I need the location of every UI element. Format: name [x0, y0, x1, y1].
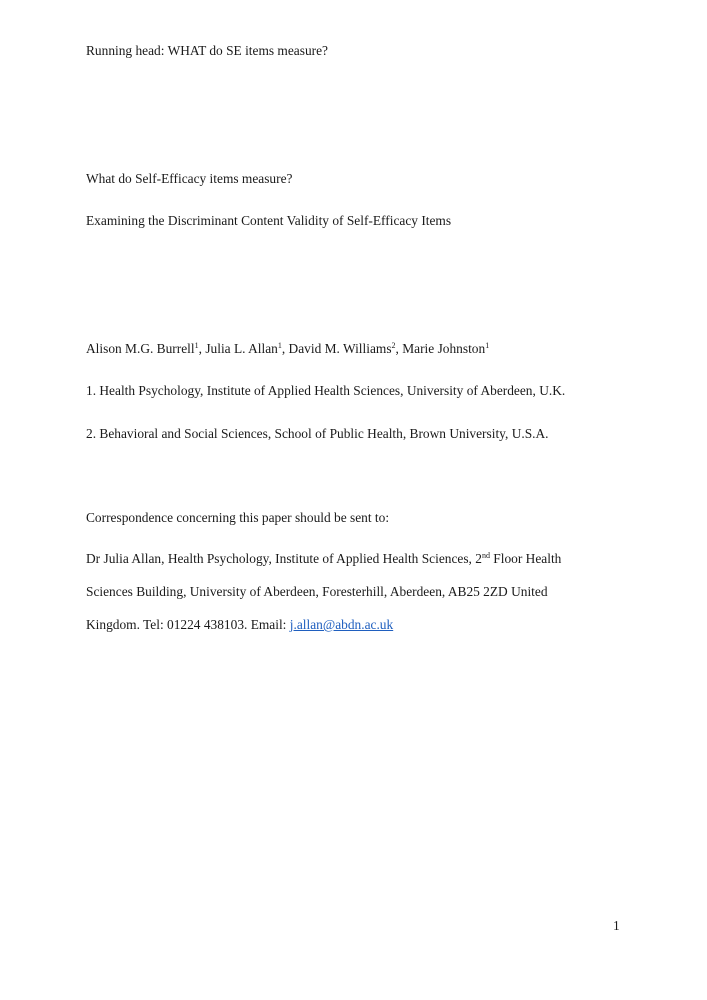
ordinal-suffix: nd	[481, 551, 490, 560]
correspondence-text: Dr Julia Allan, Health Psychology, Institute of Applied Health Sciences, 2	[86, 551, 482, 566]
affiliation-line: 2. Behavioral and Social Sciences, School of Public Health, Brown University, U.S.A.	[86, 426, 549, 441]
author-affiliation-mark: 1	[277, 341, 282, 350]
author-name: Marie Johnston	[402, 341, 486, 356]
correspondence-address-line	[86, 552, 561, 565]
correspondence-contact-line	[86, 618, 393, 631]
author-separator: ,	[395, 341, 403, 356]
author-name: David M. Williams	[288, 341, 392, 356]
correspondence-heading: Correspondence concerning this paper should be sent to:	[86, 510, 390, 525]
author-name: Alison M.G. Burrell	[86, 341, 195, 356]
correspondence-address-line: Sciences Building, University of Aberdeen, Foresterhill, Aberdeen, AB25 2ZD United	[86, 584, 548, 599]
author-list	[86, 342, 489, 355]
author-affiliation-mark: 1	[485, 341, 490, 350]
correspondence-text: Floor Health	[489, 551, 562, 566]
email-link[interactable]: j.allan@abdn.ac.uk	[289, 617, 394, 632]
author-separator: ,	[281, 341, 289, 356]
paper-subtitle: Examining the Discriminant Content Validity of Self-Efficacy Items	[86, 213, 452, 228]
paper-title: What do Self-Efficacy items measure?	[86, 171, 293, 186]
affiliation-line: 1. Health Psychology, Institute of Applied Health Sciences, University of Aberdeen, U.K.	[86, 383, 566, 398]
author-separator: ,	[198, 341, 206, 356]
author-affiliation-mark: 2	[391, 341, 396, 350]
page-number: 1	[613, 918, 620, 933]
author-affiliation-mark: 1	[194, 341, 199, 350]
correspondence-text: Kingdom. Tel: 01224 438103. Email:	[86, 617, 290, 632]
author-name: Julia L. Allan	[205, 341, 278, 356]
running-head: Running head: WHAT do SE items measure?	[86, 43, 328, 58]
